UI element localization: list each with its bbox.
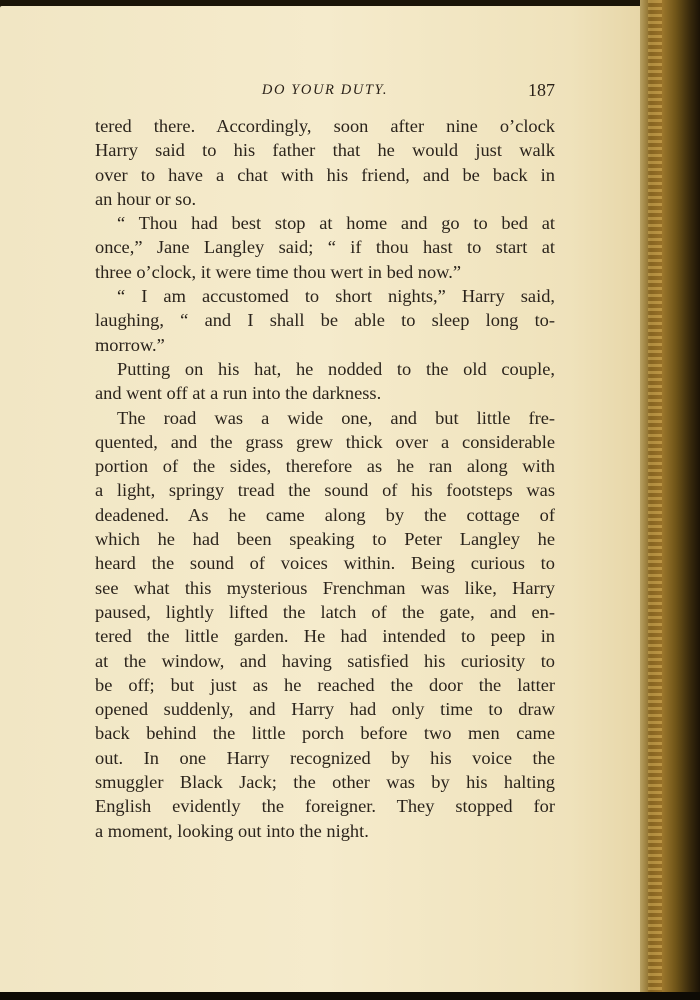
paragraph xyxy=(95,406,555,843)
text-line: and went off at a run into the darkness. xyxy=(95,383,382,404)
text-line: paused, lightly lifted the latch of the gate, and en- xyxy=(95,601,555,622)
text-line: deadened. As he came along by the cottage of xyxy=(95,504,555,525)
text-line: tered there. Accordingly, soon after nine o’clock xyxy=(95,116,555,136)
text-line: Putting on his hat, he nodded to the old couple, xyxy=(117,358,555,379)
paragraph xyxy=(95,211,555,284)
text-line: laughing, “ and I shall be able to sleep long to- xyxy=(95,310,555,331)
text-line: be off; but just as he reached the door the latter xyxy=(95,674,555,695)
text-line: portion of the sides, therefore as he ran along with xyxy=(95,456,555,477)
text-line: English evidently the foreigner. They stopped for xyxy=(95,796,555,817)
text-line: which he had been speaking to Peter Langley he xyxy=(95,529,555,550)
paragraph xyxy=(95,114,555,211)
text-line: “ Thou had best stop at home and go to bed at xyxy=(117,213,555,234)
text-line: a moment, looking out into the night. xyxy=(95,820,369,841)
text-line: heard the sound of voices within. Being curious to xyxy=(95,553,555,574)
paragraph xyxy=(95,284,555,357)
paragraph xyxy=(95,357,555,406)
text-line: out. In one Harry recognized by his voice the xyxy=(95,747,555,768)
page-header xyxy=(95,80,555,104)
bottom-shadow xyxy=(0,992,700,1000)
text-line: a light, springy tread the sound of his footsteps was xyxy=(95,480,555,501)
text-line: morrow.” xyxy=(95,334,165,355)
text-line: an hour or so. xyxy=(95,188,197,209)
text-line: quented, and the grass grew thick over a considerable xyxy=(95,431,555,452)
text-line: opened suddenly, and Harry had only time to draw xyxy=(95,699,555,720)
page-number: 187 xyxy=(528,80,555,100)
text-line: The road was a wide one, and but little fre- xyxy=(117,407,555,428)
text-line: over to have a chat with his friend, and be back in xyxy=(95,164,555,185)
running-title: DO YOUR DUTY. xyxy=(261,82,389,98)
text-line: once,” Jane Langley said; “ if thou hast to start at xyxy=(95,237,555,258)
text-line: three o’clock, it were time thou wert in bed now.” xyxy=(95,261,461,282)
text-line: Harry said to his father that he would just walk xyxy=(95,140,555,161)
text-line: smuggler Black Jack; the other was by his halting xyxy=(95,772,555,793)
text-line: at the window, and having satisfied his curiosity to xyxy=(95,650,555,671)
body-text xyxy=(95,114,555,843)
text-line: “ I am accustomed to short nights,” Harry said, xyxy=(117,286,555,307)
text-line: tered the little garden. He had intended to peep in xyxy=(95,626,555,647)
text-line: see what this mysterious Frenchman was like, Harry xyxy=(95,577,555,598)
text-line: back behind the little porch before two men came xyxy=(95,723,555,744)
book-page-edges xyxy=(640,0,700,1000)
gilt-edge xyxy=(648,0,662,1000)
